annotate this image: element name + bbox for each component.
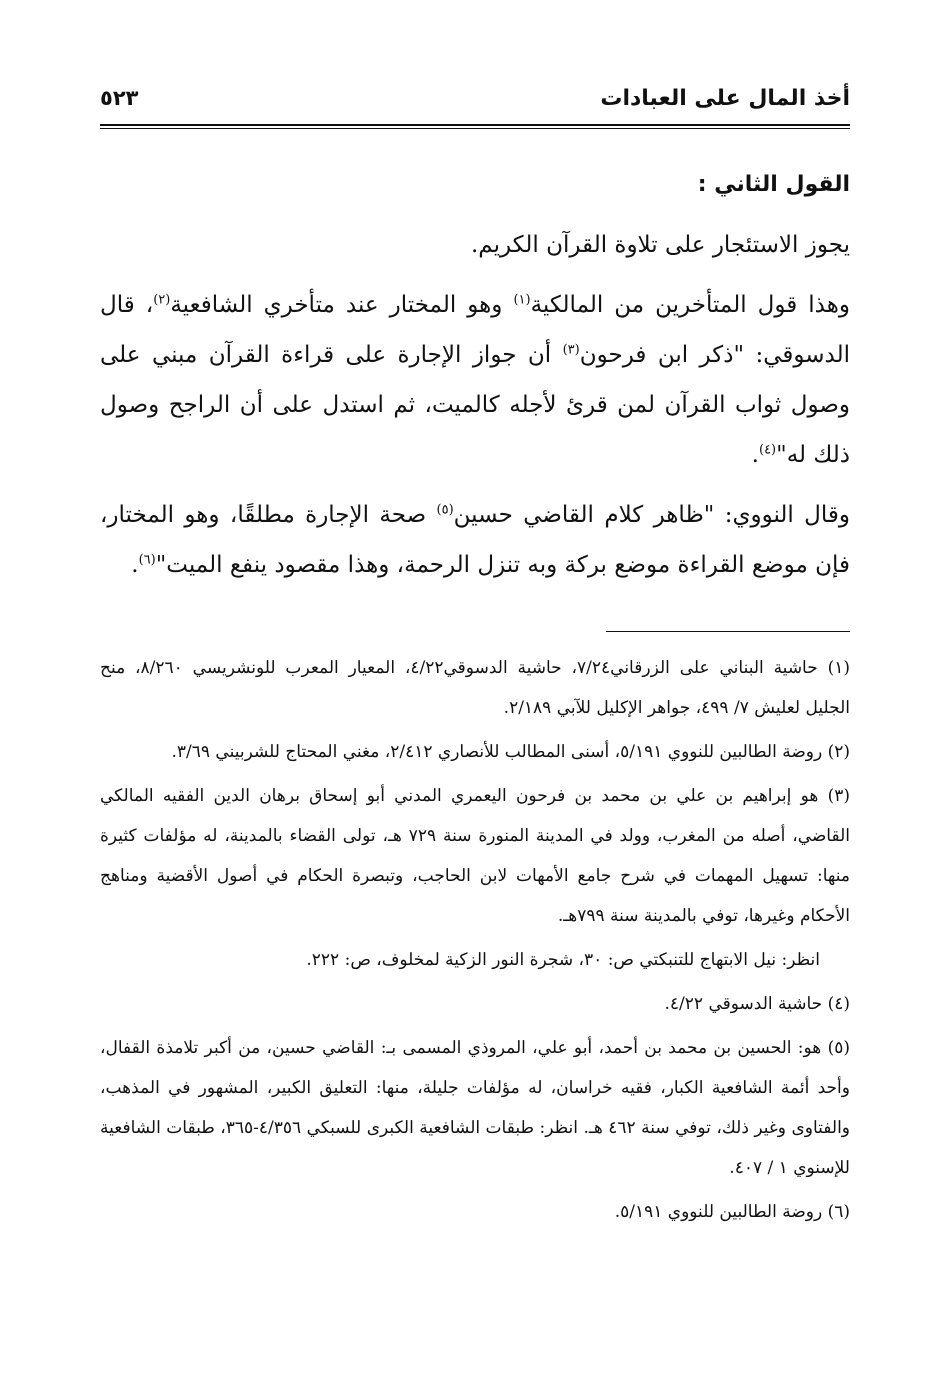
footnote-ref-1: (١) — [513, 292, 531, 308]
footnote-5: (٥) هو: الحسين بن محمد بن أحمد، أبو علي، المروذي المسمى بـ: القاضي حسين، من أكبر تلامذة القفال، وأحد أئمة الشافعية الكبار، فقيه خراسان، له مؤلفات جليلة، منها: التعليق الكبير، المشهور في المذهب، والفتاوى وغير ذلك، توفي سنة ٤٦٢ هـ. انظر: طبقات الشافعية الكبرى للسبكي ٤/٣٥٦-٣٦٥، طبقات الشافعية للإسنوي ١ / ٤٠٧. — [100, 1038, 851, 1178]
section-heading: القول الثاني : — [697, 172, 850, 197]
paragraph-3-text-b: صحة الإجارة مطلقًا، وهو المختار، فإن موضع القراءة موضع بركة وبه تنزل الرحمة، وهذا مقصود ينفع الميت" — [100, 502, 850, 578]
header-rule-thin — [100, 128, 850, 129]
footnote-1: (١) حاشية البناني على الزرقاني٧/٢٤، حاشية الدسوقي٤/٢٢، المعيار المعرب للونشريسي ٨/٢٦٠، منح الجليل لعليش ٧/ ٤٩٩، جواهر الإكليل للآبي ٢/١٨٩. — [100, 658, 851, 718]
running-title: أخذ المال على العبادات — [600, 86, 850, 111]
footnote-3: (٣) هو إبراهيم بن علي بن محمد بن فرحون اليعمري المدني أبو إسحاق برهان الدين الفقيه المالكي القاضي، أصله من المغرب، وولد في المدينة المنورة سنة ٧٢٩ هـ، تولى القضاء بالمدينة، له مؤلفات كثيرة منها: تسهيل المهمات في شرح جامع الأمهات لابن الحاجب، وتبصرة الحكام في أصول الأقضية ومناهج الأحكام وغيرها، توفي بالمدينة سنة ٧٩٩هـ. — [100, 786, 850, 926]
paragraph-2-text-c: ، قال الدسوقي: "ذكر ابن فرحون — [100, 292, 850, 368]
footnote-ref-4: (٤) — [758, 442, 777, 458]
footnote-4: (٤) حاشية الدسوقي ٤/٢٢. — [664, 994, 850, 1014]
paragraph-2-text-d: أن جواز الإجارة على قراءة القرآن مبني على وصول ثواب القرآن لمن قرئ لأجله كالميت، ثم استدل على أن الراجح وصول ذلك له" — [100, 342, 850, 468]
page-number: ٥٢٣ — [100, 86, 139, 110]
main-text — [100, 160, 850, 600]
paragraph-3-text-a: وقال النووي: "ظاهر كلام القاضي حسين — [453, 502, 850, 528]
paragraph-2-text-a: وهذا قول المتأخرين من المالكية — [530, 292, 850, 318]
paragraph-1: يجوز الاستئجار على تلاوة القرآن الكريم. — [470, 232, 850, 258]
paragraph-3 — [100, 490, 850, 590]
header-rule — [100, 124, 850, 126]
footnotes — [100, 648, 850, 1236]
footnote-separator — [606, 631, 850, 632]
footnote-ref-3: (٣) — [562, 342, 580, 358]
footnote-ref-5: (٥) — [436, 502, 454, 518]
paragraph-2-text-e: . — [751, 442, 759, 468]
footnote-ref-2: (٢) — [153, 292, 171, 308]
paragraph-2-text-b: وهو المختار عند متأخري الشافعية — [170, 292, 514, 318]
paragraph-2 — [100, 280, 850, 480]
footnote-ref-6: (٦) — [138, 552, 156, 568]
page-header — [100, 86, 850, 120]
footnote-3-sources: انظر: نيل الابتهاج للتنبكتي ص: ٣٠، شجرة النور الزكية لمخلوف، ص: ٢٢٢. — [306, 950, 820, 970]
footnote-6: (٦) روضة الطالبين للنووي ٥/١٩١. — [614, 1202, 850, 1222]
paragraph-3-text-c: . — [131, 552, 139, 578]
footnote-2: (٢) روضة الطالبين للنووي ٥/١٩١، أسنى المطالب للأنصاري ٢/٤١٢، مغني المحتاج للشربيني ٣/٦٩. — [171, 742, 850, 762]
